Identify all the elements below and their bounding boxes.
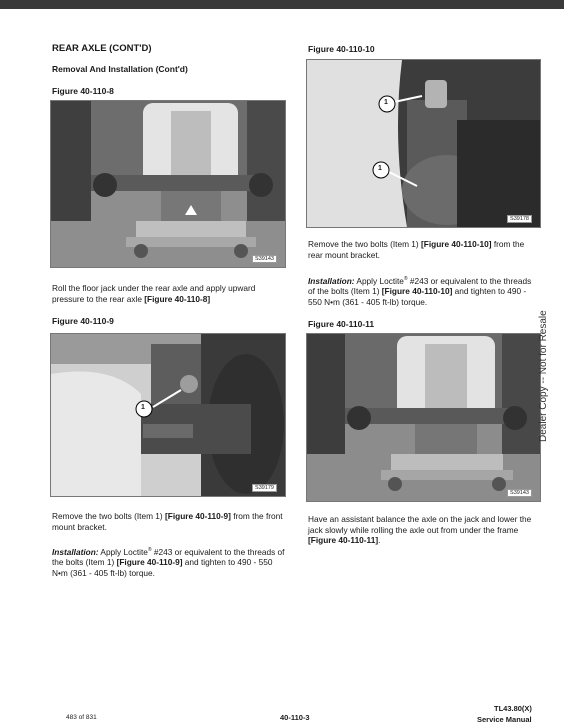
section-title: REAR AXLE (CONT'D) [52,43,152,54]
photo-figure-8 [50,100,286,268]
callout-1-fig9: 1 [141,404,145,411]
figure-ref-9-install: [Figure 40-110-9] [116,557,183,568]
paragraph-remove-rear [308,239,538,260]
paragraph-floor-jack [52,283,286,304]
top-bar [0,0,564,9]
photo-figure-10-art [307,60,540,227]
paragraph-installation-rear [308,274,538,307]
photo-figure-8-art [51,101,285,267]
installation-rear-text-3: and tighten to 490 - 550 N•m (361 - 405 ft-lb) torque. [308,286,527,307]
paragraph-remove-rear-text-end: from the rear mount bracket. [308,239,525,260]
installation-label: Installation: [52,546,99,557]
callout-1-fig10-lower: 1 [378,165,382,172]
paragraph-installation-front [52,545,286,578]
figure-label-8: Figure 40-110-8 [52,86,114,96]
callout-1-fig10-upper: 1 [384,99,388,106]
photo-code-11: S39143 [507,489,532,497]
photo-figure-11 [306,333,541,502]
installation-text: Apply Loctite [98,546,148,557]
paragraph-floor-jack-text: Roll the floor jack under the rear axle and apply upward pressure to the rear axle [52,283,256,304]
paragraph-remove-front [52,511,286,532]
figure-label-9: Figure 40-110-9 [52,316,114,326]
subsection-title: Removal And Installation (Cont'd) [52,64,188,74]
doc-type: Service Manual [477,715,532,724]
photo-code-8: S39143 [252,255,277,263]
registered-mark-rear: ® [403,276,408,282]
photo-figure-10 [306,59,541,228]
page-count: 483 of 831 [66,714,97,721]
page-number: 40-110-3 [280,713,310,722]
paragraph-assistant-text-end: . [378,535,381,545]
photo-figure-11-art [307,334,540,501]
installation-text-2: #243 or equivalent to the threads of the bolts (Item 1) [52,546,285,568]
paragraph-remove-front-text: Remove the two bolts (Item 1) [52,511,165,521]
figure-ref-10-install: [Figure 40-110-10] [381,286,453,297]
registered-mark: ® [147,547,152,553]
photo-figure-9 [50,333,286,497]
installation-rear-text-2: #243 or equivalent to the threads of the bolts (Item 1) [308,275,532,297]
photo-code-9: S39179 [252,484,277,492]
figure-label-10: Figure 40-110-10 [308,44,375,54]
figure-ref-11: [Figure 40-110-11] [308,535,379,545]
doc-id: TL43.80(X) [494,704,532,713]
figure-ref-10: [Figure 40-110-10] [420,239,492,249]
paragraph-remove-front-text-end: from the front mount bracket. [52,511,283,532]
installation-rear-text: Apply Loctite [354,275,404,286]
figure-ref-8: [Figure 40-110-8] [144,293,211,304]
photo-code-10: S39178 [507,215,532,223]
installation-label-rear: Installation: [308,275,355,286]
photo-figure-9-art [51,334,285,496]
paragraph-assistant-text: Have an assistant balance the axle on the jack and lower the jack slowly while rolling the axle out from under the frame [308,514,532,535]
installation-text-3: and tighten to 490 - 550 N•m (361 - 405 ft-lb) torque. [52,557,273,578]
paragraph-remove-rear-text: Remove the two bolts (Item 1) [308,239,421,249]
paragraph-assistant [308,514,538,546]
dealer-copy-watermark: Dealer Copy -- Not for Resale [538,310,549,442]
figure-ref-9: [Figure 40-110-9] [164,511,231,521]
figure-label-11: Figure 40-110-11 [308,319,375,329]
